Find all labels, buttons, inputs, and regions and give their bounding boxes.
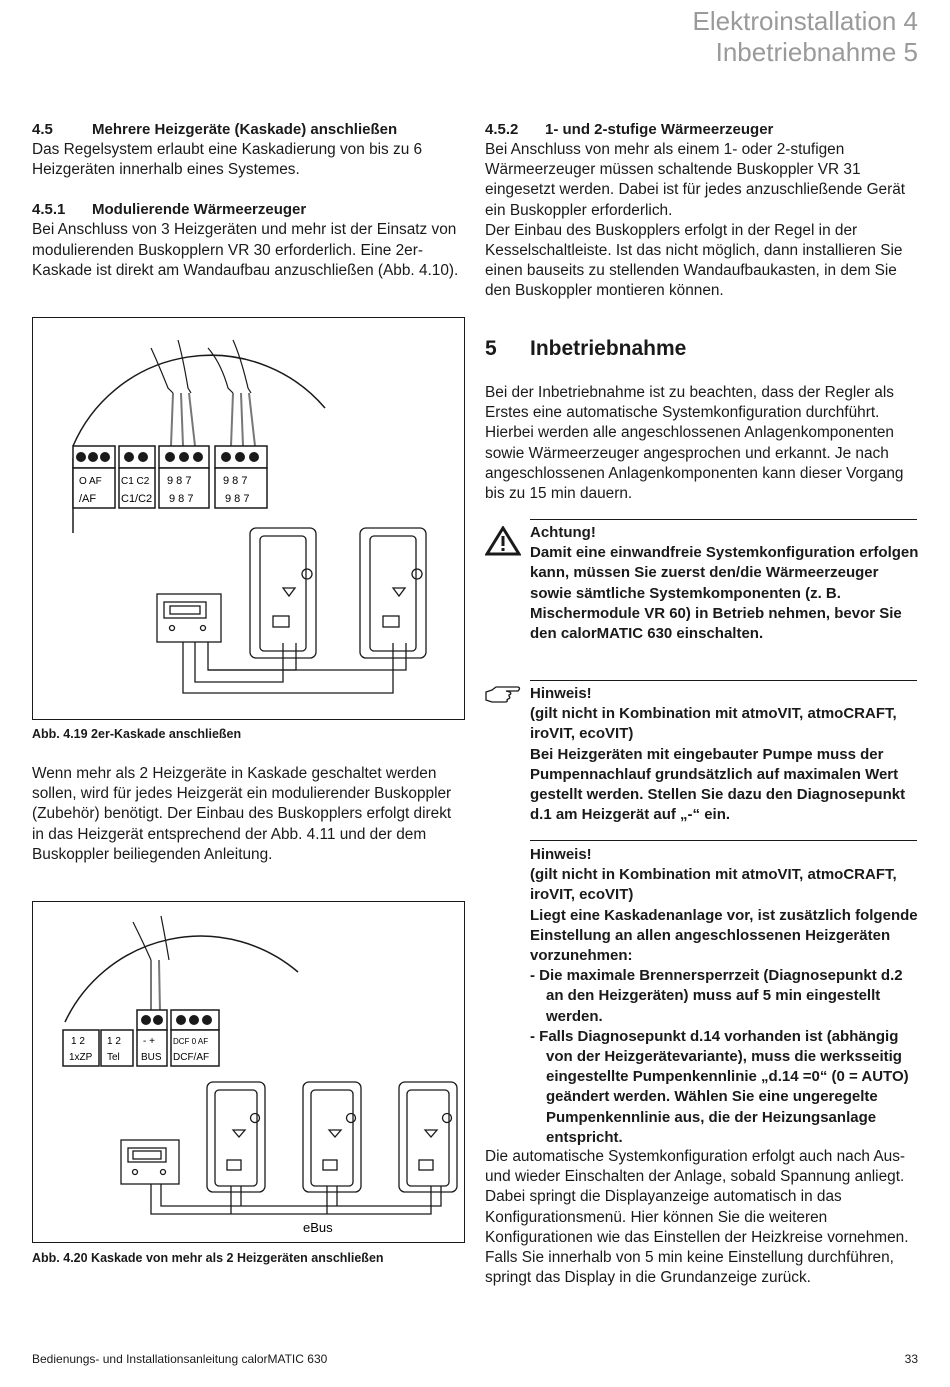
controller-icon [121,1140,179,1184]
pointing-hand-icon [484,684,522,704]
figure-4-20 [32,901,465,1243]
warning-text: Damit eine einwandfreie Systemkonfiguration erfolgen kann, müssen Sie zuerst den/die Wärmeerzeuger sowie sämtliche Systemkomponenten (z. B. Mischermodule VR 60) in Betrieb nehmen, bevor Sie den calorMATIC 630 einschalten. [530,544,919,643]
text-4-5: Das Regelsystem erlaubt eine Kaskadierung von bis zu 6 Heizgeräten innerhalb eines Systemes. [32,141,423,179]
warning-rule [530,519,917,520]
terminal-label-af-bottom: /AF [79,493,97,505]
text-4-5-2-a: Bei Anschluss von mehr als einem 1- oder 2-stufigen Wärmeerzeuger müssen schaltende Buskoppler VR 31 eingesetzt werden. Dabei ist für jedes anzuschließende Gerät ein Buskoppler erforderlich. [485,141,906,219]
header-chapter-4: Elektroinstallation 4 [692,6,918,36]
note-2-text: Liegt eine Kaskadenanlage vor, ist zusätzlich folgende Einstellung an allen angeschlossenen Heizgeräten vorzunehmen: [530,906,918,965]
section-5 [485,337,918,504]
terminal-label-1xzp-top: 1 2 [71,1036,85,1047]
ebus-label: eBus [303,1220,333,1235]
warning-title: Achtung! [530,524,596,541]
footer-title: Bedienungs- und Installationsanleitung calorMATIC 630 [32,1352,328,1366]
header-chapter-5: Inbetriebnahme 5 [715,37,918,67]
note-2-item-1: - Die maximale Brennersperrzeit (Diagnosepunkt d.2 an den Heizgeräten) muss auf 5 min eingestellt werden. [530,967,903,1025]
controller-icon [157,594,221,642]
text-4-5-1: Bei Anschluss von 3 Heizgeräten und mehr ist der Einsatz von modulierenden Buskopplern VR 30 erforderlich. Eine 2er-Kaskade ist direkt am Wandaufbau anzuschließen (Abb. 4.10). [32,221,459,279]
note-1-text: Bei Heizgeräten mit eingebauter Pumpe muss der Pumpennachlauf grundsätzlich auf maximalen Wert gestellt werden. Stellen Sie dazu den Diagnosepunkt d.1 am Heizgerät auf „-“ ein. [530,745,906,824]
terminal-label-c1c2-top: C1 C2 [121,476,150,487]
heading-4-5-1: 4.5.1 Modulierende Wärmeerzeuger [32,201,307,219]
terminal-label-dcf-bottom: DCF/AF [173,1052,210,1063]
text-5: Bei der Inbetriebnahme ist zu beachten, dass der Regler als Erstes eine automatische Systemkonfiguration durchführt. Hierbei werden alle angeschlossenen Anlagenkomponenten sowie Wärmeerzeuger angesprochen und erkannt. Je nach angeschlossenen Anlagenkomponenten kann dieser Vorgang bis zu 15 min dauern. [485,384,904,503]
note-1-rule [530,680,917,681]
terminal-label-tel-top: 1 2 [107,1036,121,1047]
cascade-text [32,764,464,865]
note-2-rule [530,840,917,841]
boiler-2-icon [360,528,426,664]
caption-4-20: Abb. 4.20 Kaskade von mehr als 2 Heizgeräten anschließen [32,1251,384,1265]
cascade-2-diagram [33,318,464,719]
boiler-3-icon [399,1082,457,1192]
note-1-box [530,684,920,825]
note-2-box [530,845,920,1148]
note-2-item-2: - Falls Diagnosepunkt d.14 vorhanden ist (abhängig von der Heizgerätevariante), muss die werksseitig eingestellte Pumpenkennlinie „d.14 =0“ (0 = AUTO) geändert werden. Wählen Sie eine ungeregelte Pumpenkennlinie aus, die der Heizungsanlage entspricht. [530,1027,909,1146]
terminal-label-987-1-bottom: 9 8 7 [169,493,194,505]
terminal-label-dcf-top: DCF 0 AF [173,1037,209,1046]
terminal-label-987-1-top: 9 8 7 [167,475,192,487]
closing-paragraph-2: Dabei springt die Displayanzeige automatisch in das Konfigurationsmenü. Hier können Sie die weiteren Konfigurationen wie das Einstellen der Heizkreise vornehmen. Falls Sie innerhalb von 5 min keine Einstellung durchführen, springt das Display in die Grundanzeige zurück. [485,1188,909,1287]
terminal-label-987-2-top: 9 8 7 [223,475,248,487]
boiler-1-icon [207,1082,265,1192]
text-4-5-2-b: Der Einbau des Buskopplers erfolgt in der Regel in der Kesselschaltleiste. Ist das nicht möglich, dann installieren Sie einen bauseits zu stellenden Wandaufbaukasten, in dem Sie den Buskoppler montieren können. [485,221,903,300]
heading-4-5-2: 4.5.2 1- und 2-stufige Wärmeerzeuger [485,121,774,138]
cascade-multi-diagram [33,902,464,1242]
terminal-label-c1c2-bottom: C1/C2 [121,493,153,505]
terminal-label-af-top: O AF [79,476,102,487]
closing-text [485,1147,918,1288]
note-1-title: Hinweis! [530,685,592,702]
boiler-2-icon [303,1082,361,1192]
terminal-label-1xzp-bottom: 1xZP [69,1052,93,1063]
closing-paragraph-1: Die automatische Systemkonfiguration erfolgt auch nach Aus- und wieder Einschalten der Anlage, sobald Spannung anliegt. [485,1148,906,1186]
note-2-scope: (gilt nicht in Kombination mit atmoVIT, atmoCRAFT, iroVIT, ecoVIT) [530,866,897,904]
page-header [693,6,918,68]
warning-triangle-icon [485,526,521,556]
page-number: 33 [904,1352,918,1366]
note-2-title: Hinweis! [530,846,592,863]
section-4-5 [32,120,464,281]
warning-box [530,523,920,644]
note-1-scope: (gilt nicht in Kombination mit atmoVIT, atmoCRAFT, iroVIT, ecoVIT) [530,705,897,743]
terminal-label-987-2-bottom: 9 8 7 [225,493,250,505]
terminal-label-bus-bottom: BUS [141,1052,162,1063]
figure-4-19 [32,317,465,720]
heading-5: 5 Inbetriebnahme [485,337,687,360]
terminal-label-bus-top: - + [143,1036,155,1047]
heading-4-5: 4.5 Mehrere Heizgeräte (Kaskade) anschließen [32,121,398,138]
section-4-5-2 [485,120,918,302]
cascade-paragraph: Wenn mehr als 2 Heizgeräte in Kaskade geschaltet werden sollen, wird für jedes Heizgerät ein modulierender Buskoppler (Zubehör) benötigt. Der Einbau des Buskopplers erfolgt direkt in das Heizgerät entsprechend der Abb. 4.11 und der dem Buskoppler beiliegenden Anleitung. [32,765,452,863]
caption-4-19: Abb. 4.19 2er-Kaskade anschließen [32,727,242,741]
terminal-label-tel-bottom: Tel [107,1052,120,1063]
boiler-1-icon [250,528,316,664]
